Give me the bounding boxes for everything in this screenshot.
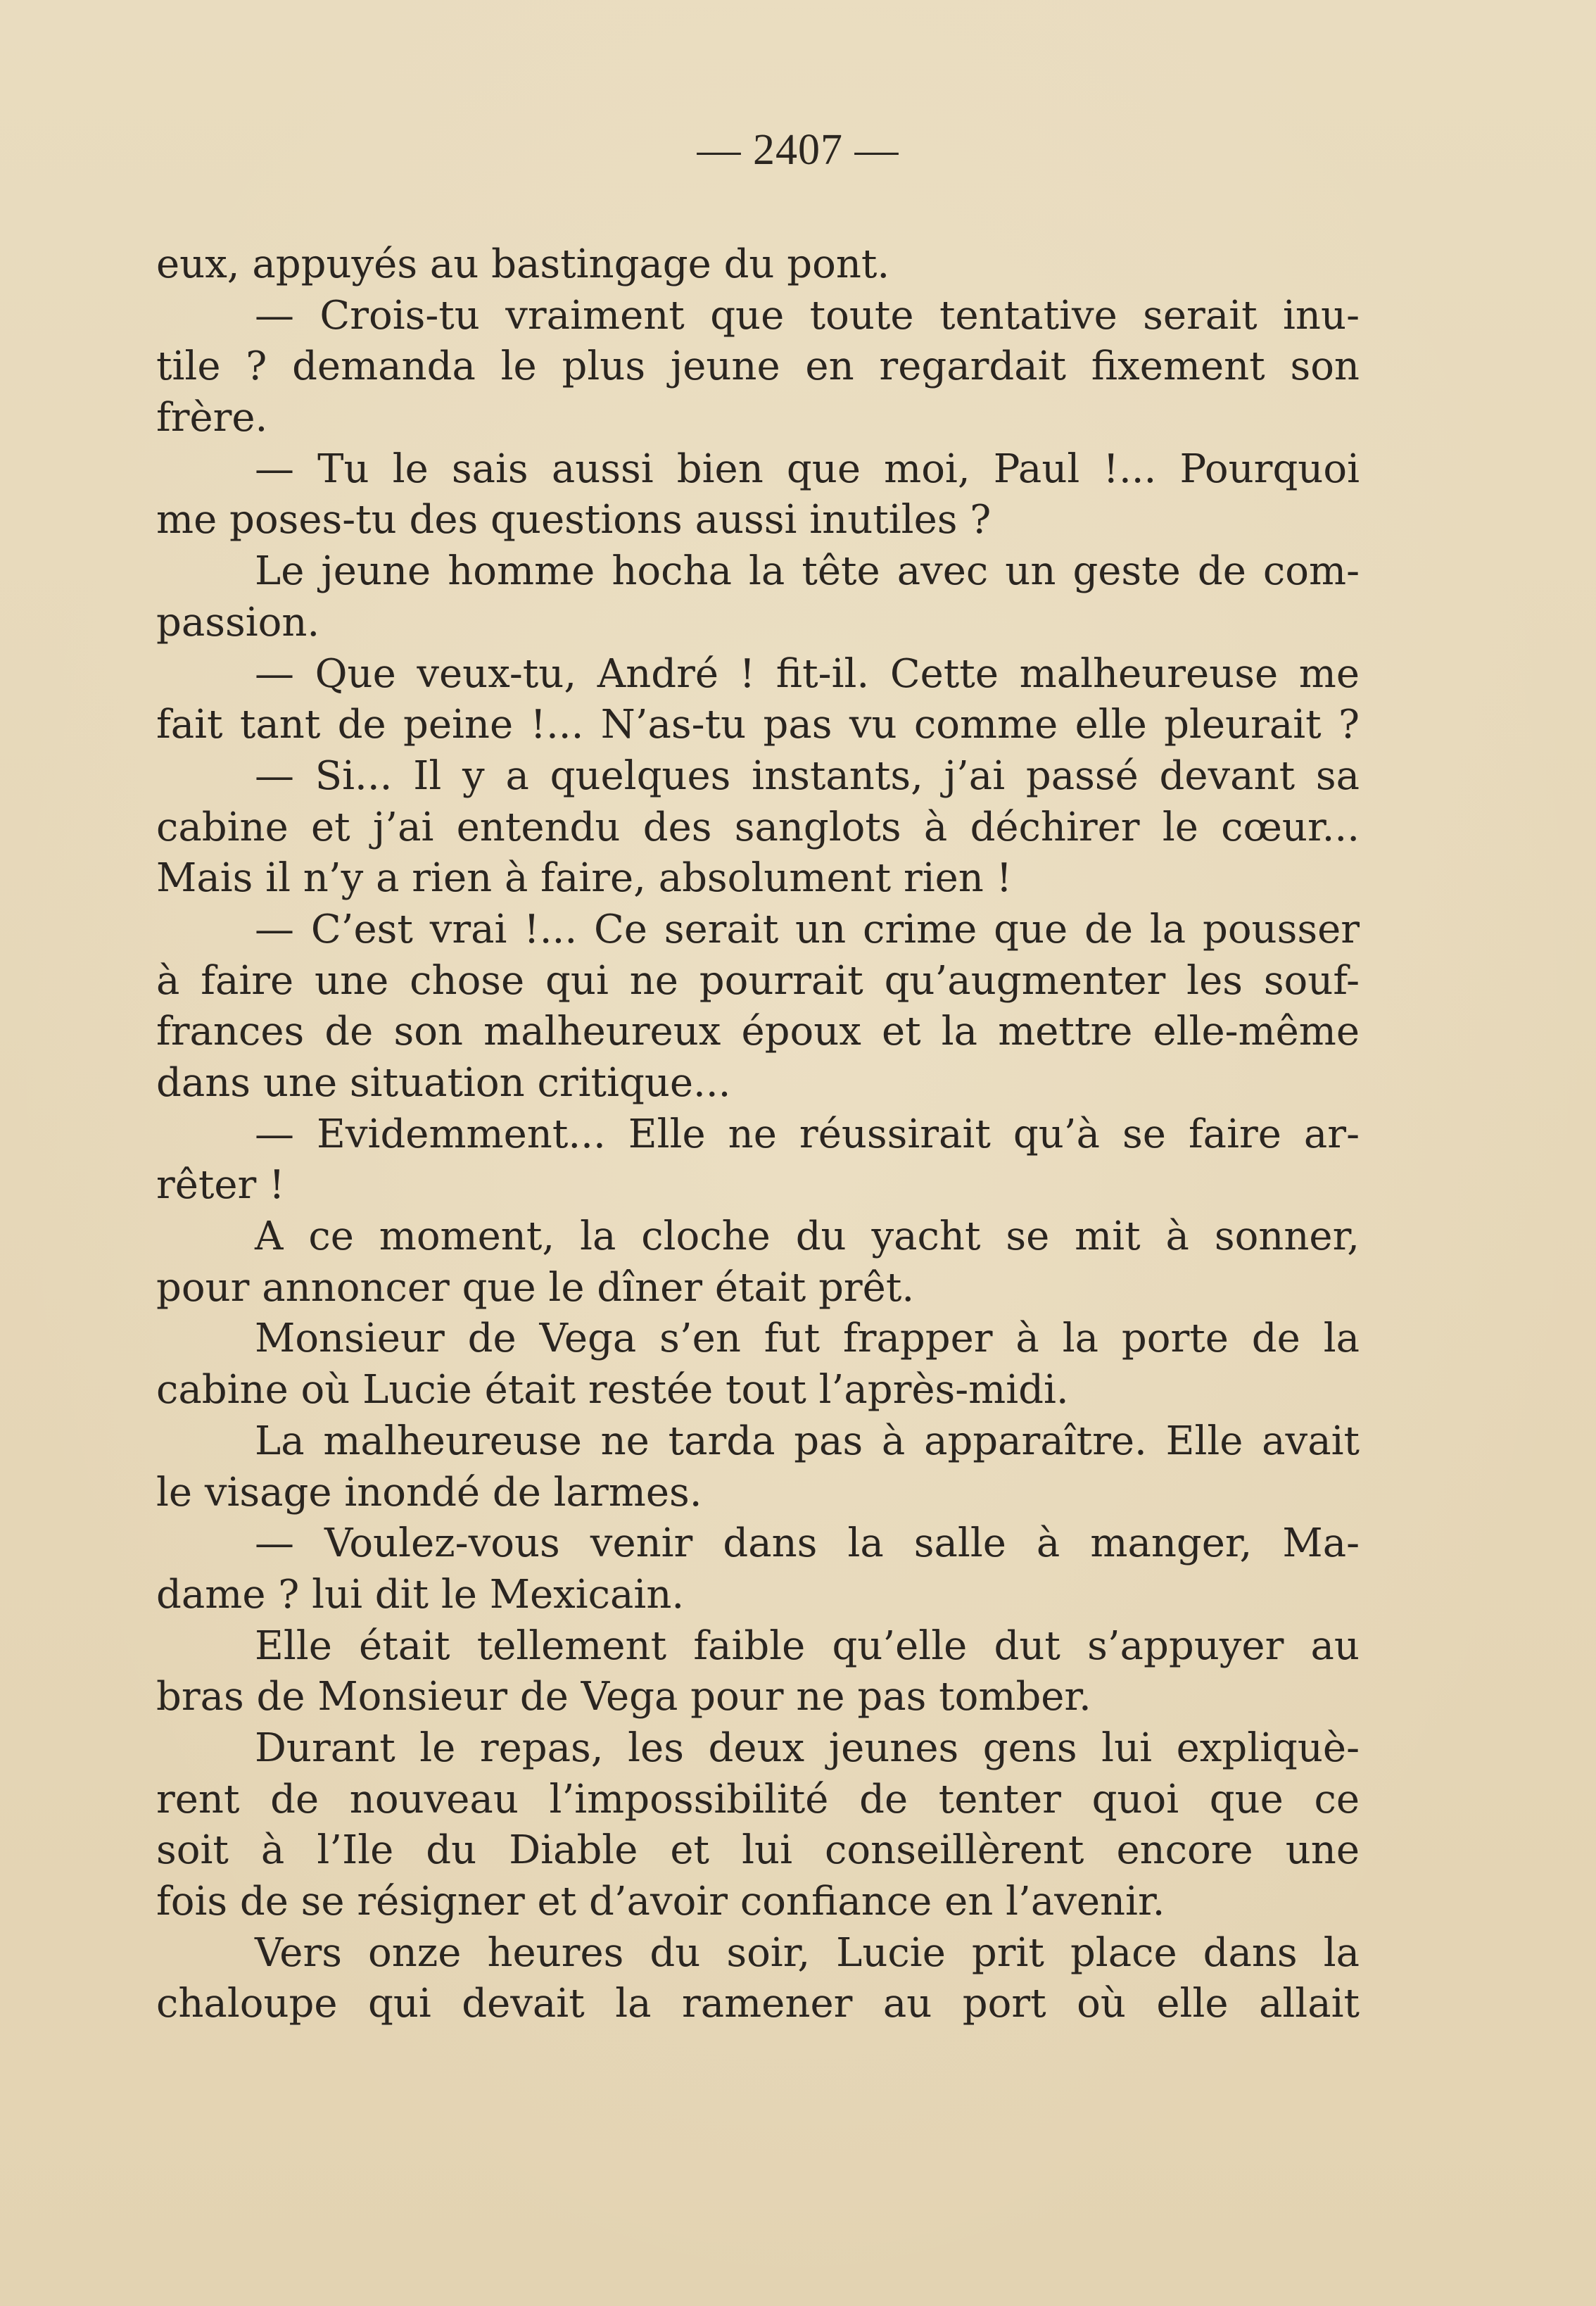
text-line: Mais il n’y a rien à faire, absolument rien ! <box>156 855 1013 902</box>
text-line: — Tu le sais aussi bien que moi, Paul !... Pourquoi <box>255 446 1360 492</box>
text-line: chaloupe qui devait la ramener au port où elle allait <box>156 1981 1360 2027</box>
text-line: fois de se résigner et d’avoir confiance en l’avenir. <box>156 1879 1165 1924</box>
text-line: rêter ! <box>156 1162 285 1209</box>
text-line: frère. <box>156 395 268 441</box>
text-line: — Si... Il y a quelques instants, j’ai passé devant sa <box>255 752 1360 799</box>
text-line: Elle était tellement faible qu’elle dut s’appuyer au <box>255 1623 1360 1669</box>
page-number: — 2407 — <box>697 126 899 174</box>
text-line: Monsieur de Vega s’en fut frapper à la porte de la <box>255 1316 1360 1362</box>
text-line: le visage inondé de larmes. <box>156 1469 702 1516</box>
text-line: — Evidemment... Elle ne réussirait qu’à se faire ar- <box>255 1111 1360 1157</box>
text-line: cabine et j’ai entendu des sanglots à déchirer le cœur... <box>156 804 1360 850</box>
text-line: passion. <box>156 599 320 645</box>
text-line: rent de nouveau l’impossibilité de tenter quoi que ce <box>156 1776 1360 1822</box>
text-line: A ce moment, la cloche du yacht se mit à sonner, <box>255 1214 1360 1260</box>
text-line: dans une situation critique... <box>156 1060 731 1106</box>
text-line: — Voulez-vous venir dans la salle à manger, Ma- <box>255 1520 1360 1567</box>
text-line: bras de Monsieur de Vega pour ne pas tomber. <box>156 1674 1091 1720</box>
text-line: frances de son malheureux époux et la mettre elle-même <box>156 1009 1360 1055</box>
text-line: — C’est vrai !... Ce serait un crime que de la pousser <box>255 906 1360 952</box>
text-line: Le jeune homme hocha la tête avec un geste de com- <box>255 548 1360 595</box>
text-line: fait tant de peine !... N’as-tu pas vu comme elle pleurait ? <box>156 702 1360 748</box>
text-line: Vers onze heures du soir, Lucie prit place dans la <box>255 1929 1360 1976</box>
body-text <box>156 239 1360 2030</box>
text-line: — Que veux-tu, André ! fit-il. Cette malheureuse me <box>255 650 1360 697</box>
text-line: eux, appuyés au bastingage du pont. <box>156 241 890 287</box>
text-line: à faire une chose qui ne pourrait qu’augmenter les souf- <box>156 957 1360 1004</box>
text-line: La malheureuse ne tarda pas à apparaître. Elle avait <box>255 1418 1360 1464</box>
text-line: soit à l’Ile du Diable et lui conseillèrent encore une <box>156 1827 1360 1874</box>
text-line: — Crois-tu vraiment que toute tentative serait inu- <box>255 292 1360 339</box>
text-line: me poses-tu des questions aussi inutiles ? <box>156 497 992 543</box>
text-line: Durant le repas, les deux jeunes gens lui expliquè- <box>255 1725 1360 1771</box>
text-line: tile ? demanda le plus jeune en regardait fixement son <box>156 344 1360 390</box>
text-line: cabine où Lucie était restée tout l’après-midi. <box>156 1367 1069 1413</box>
text-line: dame ? lui dit le Mexicain. <box>156 1571 685 1618</box>
text-line: pour annoncer que le dîner était prêt. <box>156 1264 915 1311</box>
